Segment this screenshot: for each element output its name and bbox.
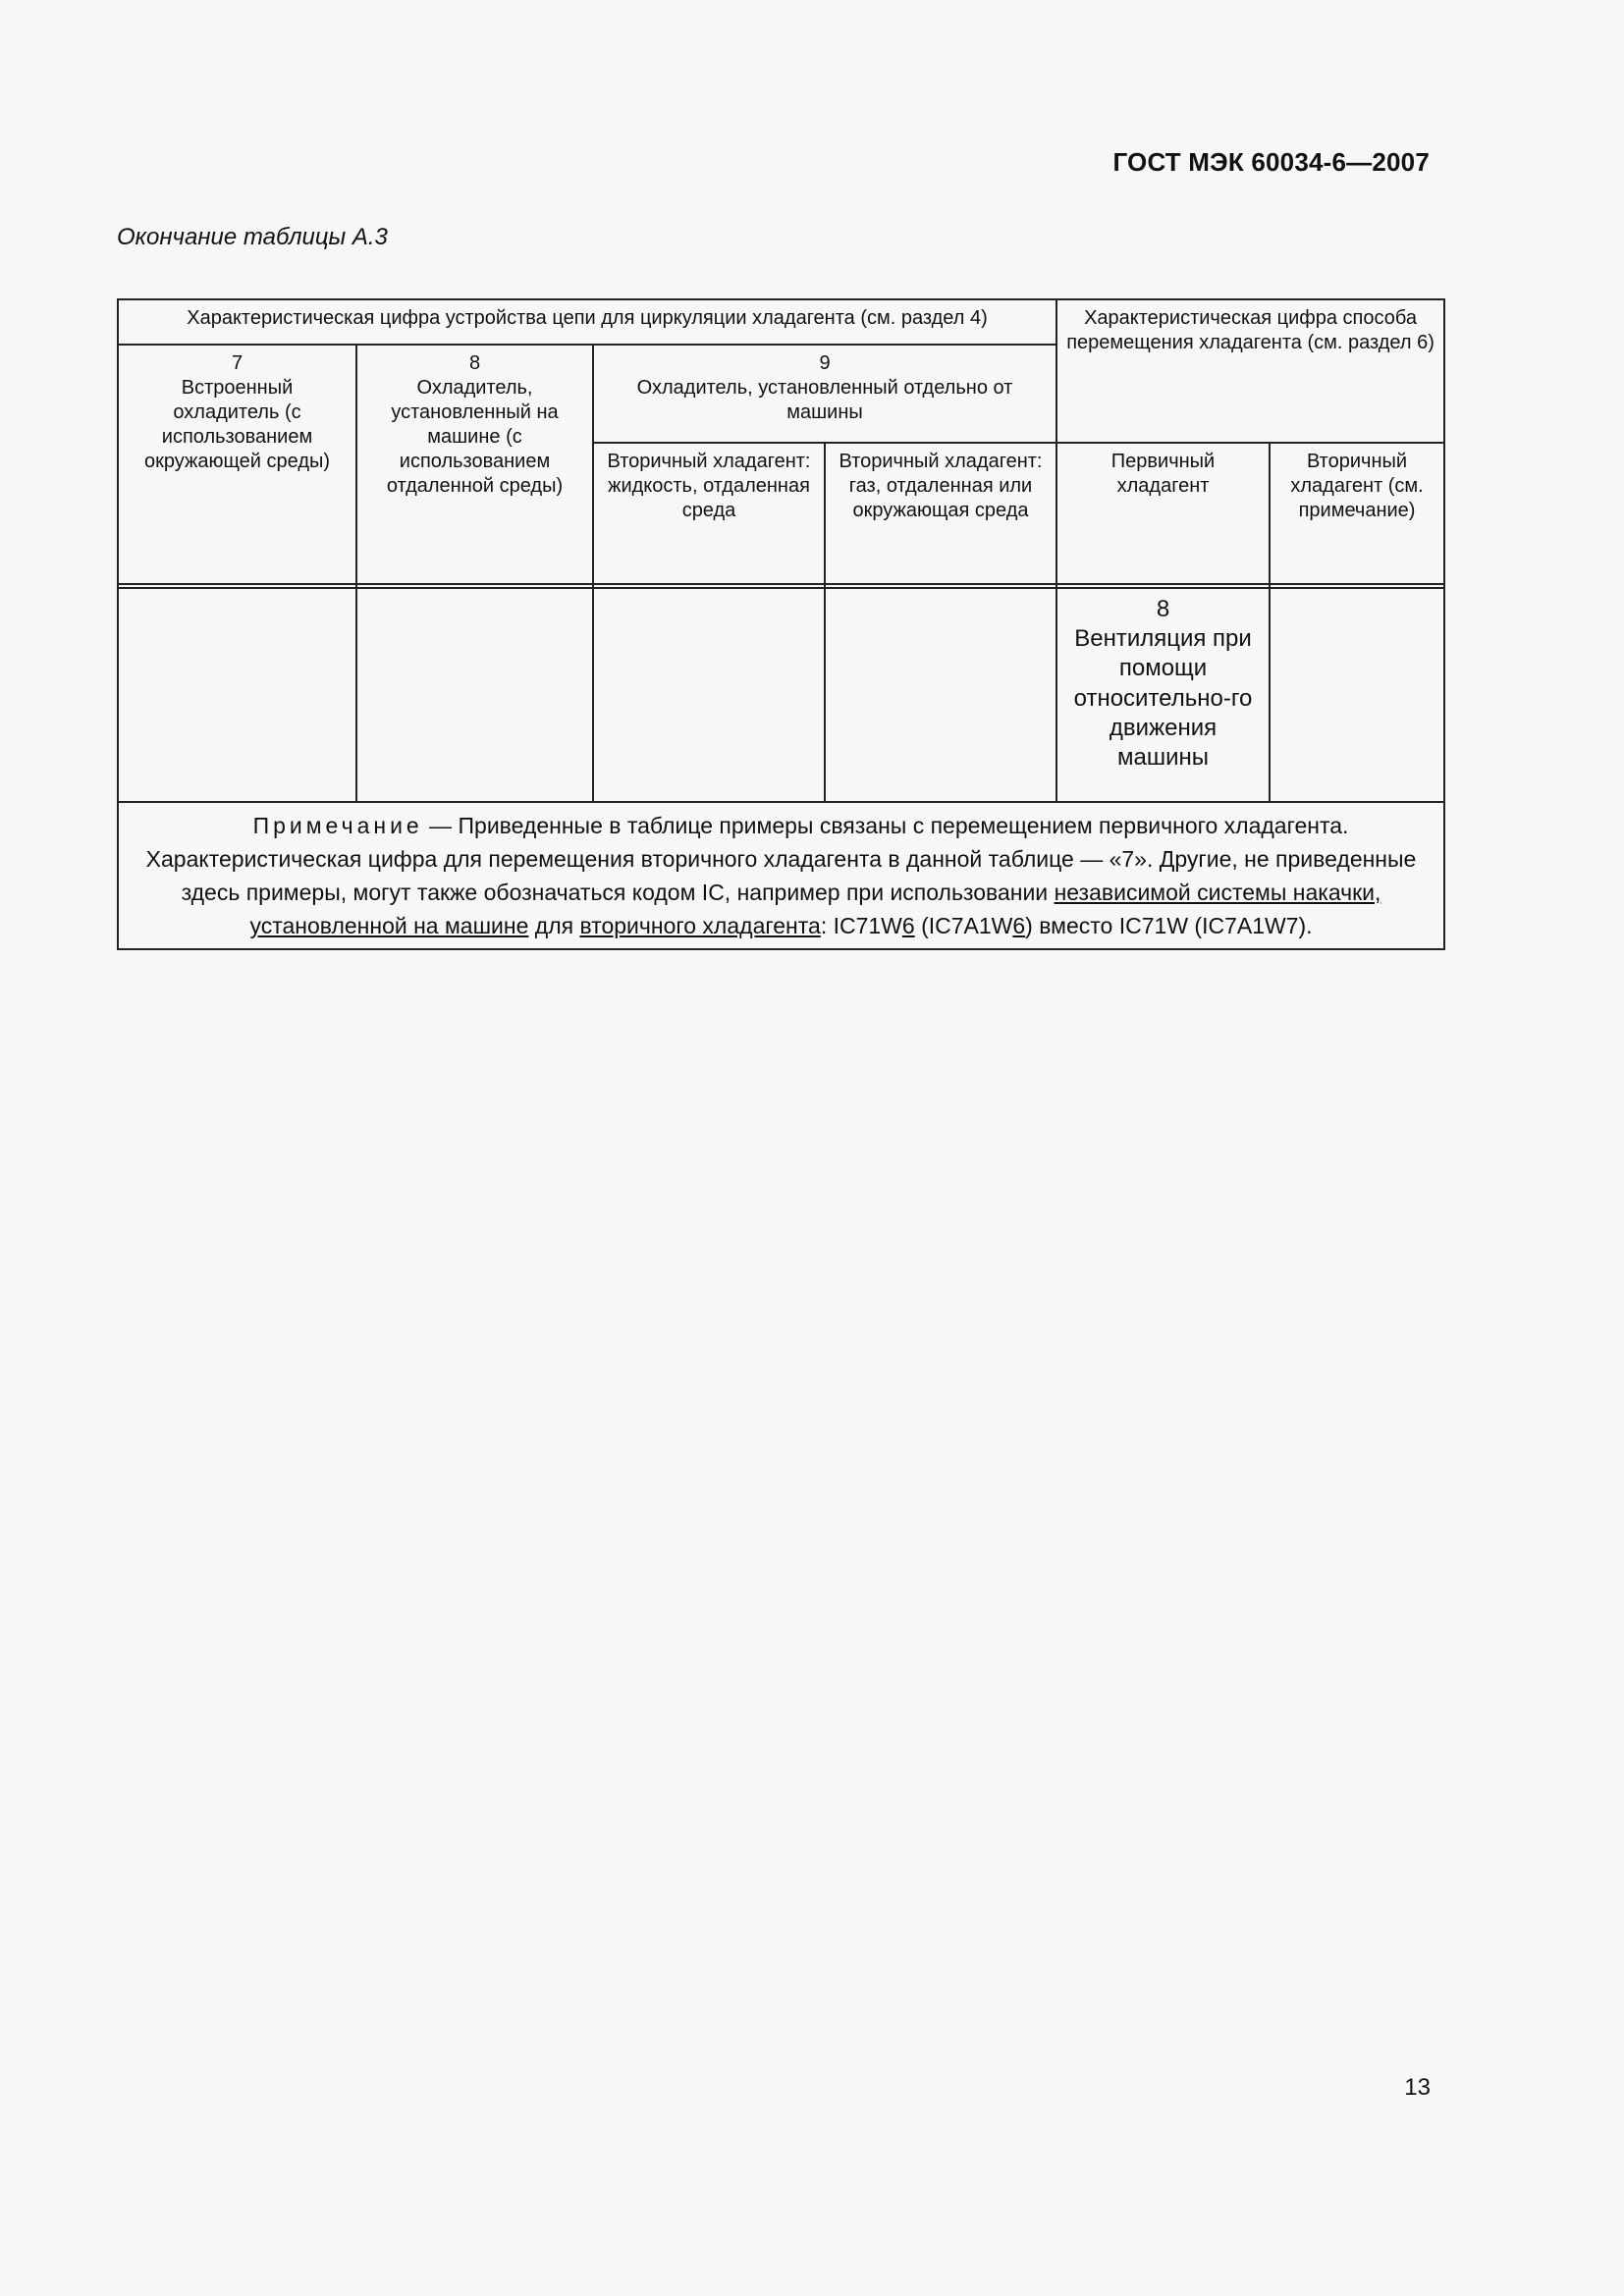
column-9-text: Охладитель, установленный отдельно от машины xyxy=(636,377,1013,423)
note-text: ) вместо IC71W (IC7A1W7). xyxy=(1025,913,1313,939)
note-underlined-text: 6 xyxy=(901,913,915,939)
note-text: — Приведенные в таблице примеры связаны с перемещением первичного хладагента. Характеристическая цифра для перемещения вторичного хладагента в данной таблице — «7». Другие, не приведенные здесь примеры, могут также обозначаться кодом IC, например при использовании xyxy=(145,813,1417,906)
empty-cell xyxy=(1270,588,1444,802)
empty-cell xyxy=(356,588,593,802)
column-9-number: 9 xyxy=(819,352,831,374)
coolant-supply-header: Характеристическая цифра способа перемещения хладагента (см. раздел 6) xyxy=(1056,299,1444,443)
note-text: : IC71W xyxy=(820,913,902,939)
note-text: (IC7A1W xyxy=(914,913,1013,939)
empty-cell xyxy=(825,588,1056,802)
empty-cell xyxy=(118,588,356,802)
note-underlined-text: 6 xyxy=(1012,913,1026,939)
table-caption: Окончание таблицы А.3 xyxy=(117,224,388,250)
circuit-arrangement-header: Характеристическая цифра устройства цепи для циркуляции хладагента (см. раздел 4) xyxy=(118,299,1056,345)
table-row xyxy=(118,588,1444,802)
column-7-number: 7 xyxy=(231,352,244,374)
table-note xyxy=(118,802,1444,949)
cooling-methods-table xyxy=(117,298,1445,950)
column-8-header xyxy=(356,345,593,584)
primary-coolant-header: Первичный хладагент xyxy=(1056,443,1270,584)
column-9-header xyxy=(593,345,1056,443)
secondary-liquid-header: Вторичный хладагент: жидкость, отдаленная среда xyxy=(593,443,825,584)
note-underlined-text: вторичного хладагента xyxy=(579,913,821,939)
secondary-coolant-header: Вторичный хладагент (см. примечание) xyxy=(1270,443,1444,584)
column-7-header xyxy=(118,345,356,584)
primary-coolant-cell xyxy=(1056,588,1270,802)
note-label: Примечание xyxy=(252,813,423,838)
column-7-text: Встроенный охладитель (с использованием окружающей среды) xyxy=(143,377,331,472)
column-8-text: Охладитель, установленный на машине (с использованием отдаленной среды) xyxy=(386,377,564,497)
note-text: для xyxy=(528,913,580,939)
column-8-number: 8 xyxy=(468,352,481,374)
empty-cell xyxy=(593,588,825,802)
note-underlined-text: независимой системы накачки, установленной на машине xyxy=(249,880,1381,939)
secondary-gas-header: Вторичный хладагент: газ, отдаленная или окружающая среда xyxy=(825,443,1056,584)
row-8-number: 8 xyxy=(1156,596,1170,622)
row-8-text: Вентиляция при помощи относительно-го движения машины xyxy=(1073,625,1253,772)
document-code: ГОСТ МЭК 60034-6—2007 xyxy=(1112,147,1430,177)
page-number: 13 xyxy=(1404,2074,1431,2101)
